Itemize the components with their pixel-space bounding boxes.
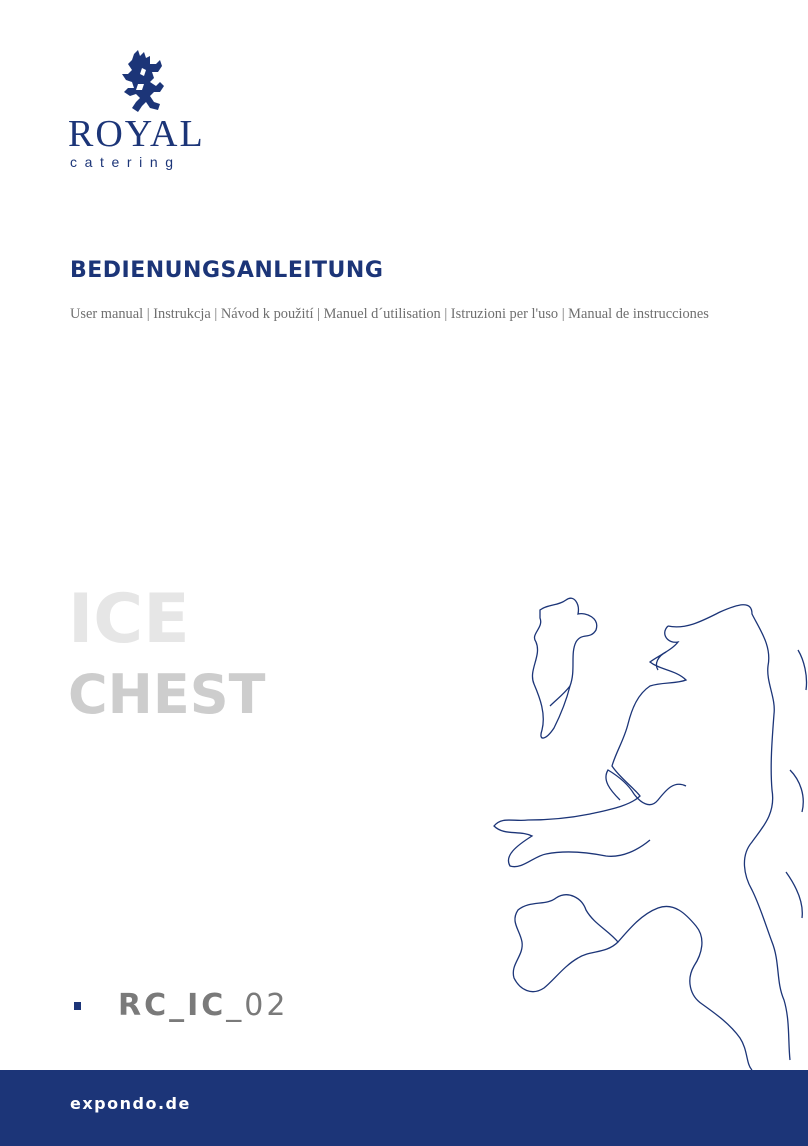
lion-crest-icon [120, 50, 166, 112]
brand-logo [68, 50, 228, 170]
brand-tagline: catering [70, 154, 181, 170]
footer-website[interactable]: expondo.de [70, 1094, 191, 1113]
product-title-line1: ICE [68, 580, 190, 659]
brand-name: ROYAL [68, 113, 205, 155]
square-bullet-icon [74, 1002, 81, 1010]
product-title-line2: CHEST [68, 663, 266, 726]
languages-line: User manual | Instrukcja | Návod k použití | Manuel d´utilisation | Istruzioni per l'uso | Manual de instrucciones [70, 306, 709, 322]
page-heading: BEDIENUNGSANLEITUNG [70, 258, 384, 283]
model-code: RC_IC [118, 988, 227, 1023]
model-number [118, 986, 288, 1026]
model-suffix: _02 [226, 988, 289, 1023]
lion-outline-icon [490, 590, 808, 1070]
footer-bar [0, 1070, 808, 1146]
